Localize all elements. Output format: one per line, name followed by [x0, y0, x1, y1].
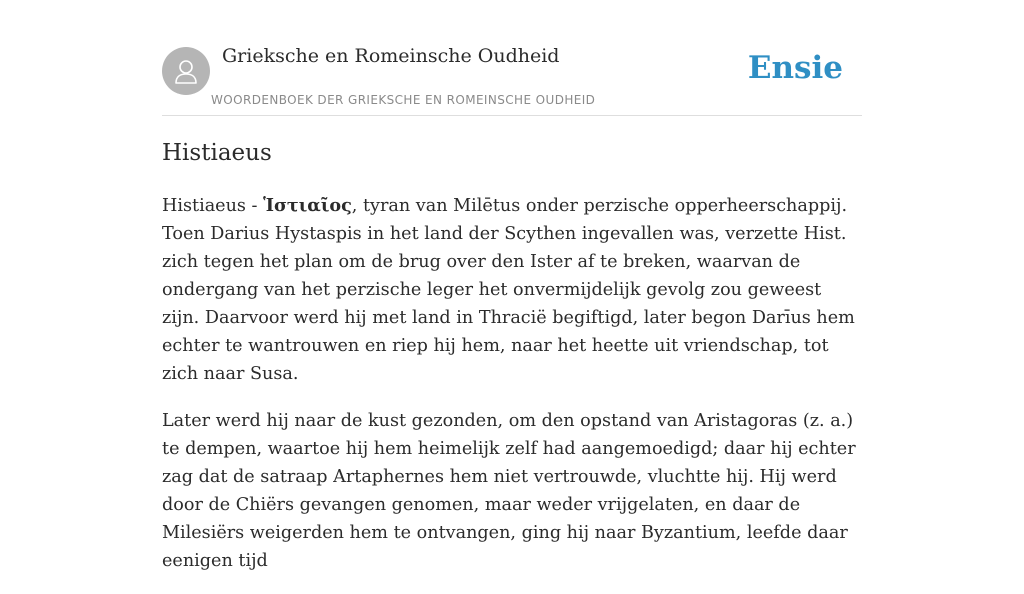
header: [162, 0, 862, 116]
user-icon: [171, 56, 201, 86]
entry-lead: Histiaeus -: [162, 196, 264, 216]
greek-name: Ἱστιαῖος: [263, 195, 352, 216]
brand-logo[interactable]: Ensie: [747, 50, 843, 86]
page: [162, 0, 862, 571]
avatar[interactable]: [162, 47, 210, 95]
entry-paragraph: [162, 192, 862, 388]
source-title[interactable]: Grieksche en Romeinsche Oudheid: [222, 45, 560, 67]
entry-body: [162, 192, 862, 594]
entry-paragraph: Later werd hij naar de kust gezonden, om den opstand van Aristagoras (z. a.) te dempen, waartoe hij hem heimelijk zelf had aangemoedigd; daar hij echter zag dat de satraap Artaphernes hem niet vertrouwde, vluchtte hij. Hij werd door de Chiërs gevangen genomen, maar weder vrijgelaten, en daar de Milesiërs weigerden hem te ontvangen, ging hij naar Byzantium, leefde daar eenigen tijd: [162, 411, 856, 571]
entry-title: Histiaeus: [162, 140, 272, 166]
source-subtitle[interactable]: WOORDENBOEK DER GRIEKSCHE EN ROMEINSCHE OUDHEID: [211, 93, 596, 107]
entry-text: , tyran van Milētus onder perzische opperheerschappij. Toen Darius Hystaspis in het land der Scythen ingevallen was, verzette Hist. zich tegen het plan om de brug over den Ister af te breken, waarvan de ondergang van het perzische leger het onvermijdelijk gevolg zou geweest zijn. Daarvoor werd hij met land in Thracië begiftigd, later begon Darīus hem echter te wantrouwen en riep hij hem, naar het heette uit vriendschap, tot zich naar Susa.: [162, 196, 855, 384]
